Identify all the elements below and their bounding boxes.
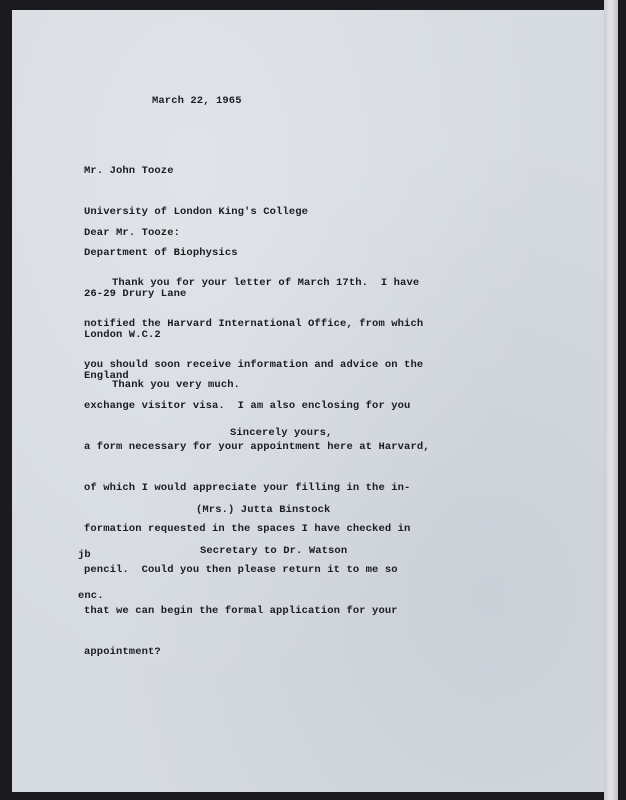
address-line: London W.C.2 — [84, 329, 161, 341]
letter-body — [84, 249, 430, 673]
salutation: Dear Mr. Tooze: — [84, 227, 181, 239]
paper-edge — [604, 0, 618, 800]
body-line: exchange visitor visa. I am also enclosing for you — [84, 400, 411, 412]
signature-title: Secretary to Dr. Watson — [200, 545, 348, 557]
address-line: Mr. John Tooze — [84, 165, 174, 177]
body-line: Thank you for your letter of March 17th. I have — [112, 277, 420, 289]
address-line: Department of Biophysics — [84, 247, 238, 259]
body-line: that we can begin the formal application for your — [84, 605, 398, 617]
address-line: 26-29 Drury Lane — [84, 288, 187, 300]
reference-initials — [78, 521, 104, 617]
enclosure-note: enc. — [78, 590, 104, 602]
typist-initials: jb — [78, 549, 91, 561]
body-line: of which I would appreciate your filling in the in- — [84, 482, 411, 494]
body-line: formation requested in the spaces I have checked in — [84, 523, 411, 535]
signature-name: (Mrs.) Jutta Binstock — [196, 504, 331, 516]
address-line: England — [84, 370, 129, 382]
signature-block — [196, 476, 347, 572]
closing: Sincerely yours, — [230, 427, 333, 439]
body-line: notified the Harvard International Office, from which — [84, 318, 424, 330]
address-line: University of London King's College — [84, 206, 309, 218]
body-line: you should soon receive information and advice on the — [84, 359, 424, 371]
thanks-line: Thank you very much. — [112, 379, 241, 391]
body-line: appointment? — [84, 646, 161, 658]
body-line: pencil. Could you then please return it to me so — [84, 564, 398, 576]
body-line: a form necessary for your appointment here at Harvard, — [84, 441, 430, 453]
letter-date: March 22, 1965 — [152, 95, 242, 107]
